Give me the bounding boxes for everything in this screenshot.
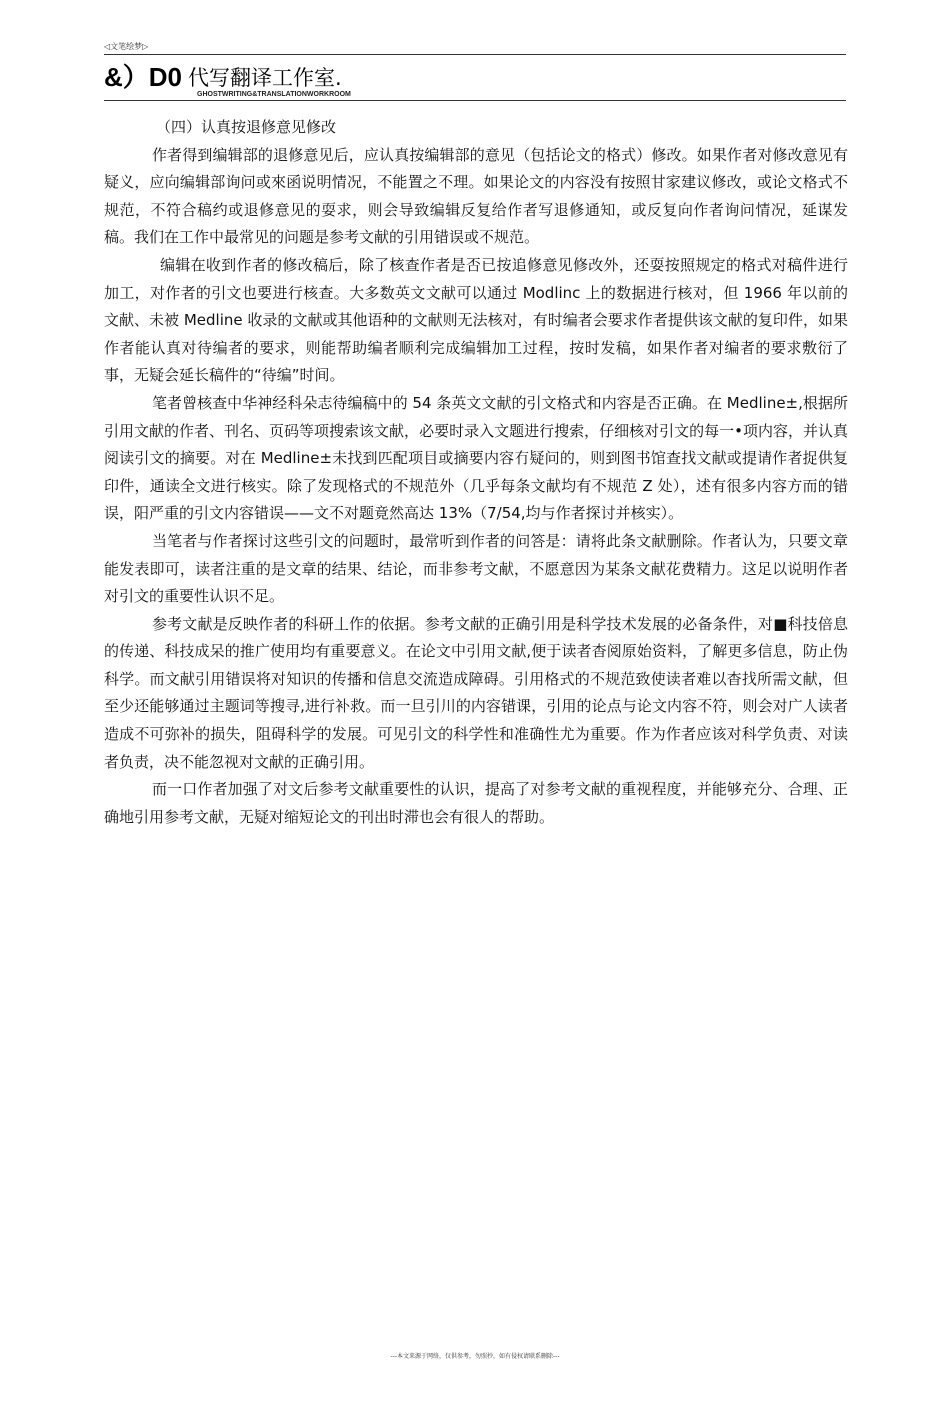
document-body (104, 114, 848, 831)
logo-subtitle: GHOSTWRITING&TRANSLATIONWORKROOM (197, 91, 351, 98)
header-bottom-rule (104, 100, 846, 101)
paragraph: 而一口作者加强了对文后参考文献重要性的认识，提高了对参考文献的重视程度，并能够充分、合理、正确地引用参考文献，无疑对缩短论文的刊出时滞也会有很人的帮助。 (104, 780, 848, 826)
logo-mark: &）D0 (104, 62, 183, 92)
paragraph: 参考文献是反映作者的科研丄作的依据。参考文献的正确引用是科学技术发展的必备条件，对■科技倍息的传递、科技成呆的推广使用均有重要意义。在论文中引用文献,便于读者杳阅原始资料，了解更多信息，防止伪科学。而文献引用错误将对知识的传播和信息交流造成障碍。引用格式的不规范致使读者难以杳找所需文献，但至少还能够通过主题词等搜寻,进行补救。而一旦引川的内容错课，引用的论点与论文内容不符，则会对广人读者造成不可弥补的损失，阻碍科学的发展。可见引文的科学性和准确性尤为重要。作为作者应该对科学负责、对读者负责，决不能忽视对文献的正确引用。 (104, 614, 848, 771)
paragraph: 编辑在收到作者的修改稿后，除了核查作者是否已按追修意见修改外，还耍按照规定的格式对稿件进行加工，对作者的引文也要进行核查。大多数英文文献可以通过 Modlinc 上的数据进行核对，但 1966 年以前的文献、未被 Medline 收录的文献或其他语种的文献则无法核对，有时编者会要求作者提供该文献的复印件，如果作者能认真对待编者的要求，则能帮助编者顺利完成编辑加工过程，按时发稿，如果作者对编者的要求敷衍了事，无疑会延长稿件的“待编”时间。 (104, 255, 848, 385)
paragraph: 笔者曾核查中华神经科朵志待编稿中的 54 条英文文献的引文格式和内容是否正确。在 Medline±,根据所引用文献的作者、刊名、页码等项搜索该文献，必要时录入文题进行搜索，仔细核对引文的每一•项内容，并认真阅读引文的摘要。对在 Medline±未找到匹配项目或摘要内容冇疑问的，则到图书馆查找文献或提请作者捉供复印件，通读全文进行核实。除了发现格式的不规范外（几乎每条文献均有不规范 Z 处），述有很多内容方而的错误，阳严重的引文内容错误——文不对题竟然高达 13%（7/54,均与作者探讨并核实）。 (104, 393, 848, 523)
paragraph: 当笔者与作者探讨这些引文的问题时，最常听到作者的问答是：请将此条文献删除。作者认为，只要文章能发表即可，读者注重的是文章的结果、结论，而非参考文献，不愿意因为某条文献花费精力。这足以说明作者对引文的重要性认识不足。 (104, 531, 848, 606)
header-top-rule (104, 54, 846, 55)
studio-logo (104, 58, 342, 92)
footer-disclaimer: ---本文来源于网络，仅供参考，勿照抄，如有侵权请联系删除--- (390, 1353, 560, 1360)
logo-name: 代写翻译工作室. (188, 66, 342, 90)
header-tag: ◁文笔绘梦▷ (104, 42, 149, 51)
section-title: （四）认真按退修意见修改 (156, 118, 337, 136)
paragraph: 作者得到编辑部的退修意见后，应认真按编辑部的意见（包括论文的格式）修改。如果作者对修改意见有疑义，应向编辑部询问或來函说明情况，不能置之不理。如果论文的内容没有按照甘家建议修改，或论文格式不规范，不符合稿约或退修意见的耍求，则会导致编辑反复给作者写退修通知，或反复向作者询问情况，延谋发稿。我们在工作中最常见的问题是参考文献的引用错误或不规范。 (104, 145, 848, 247)
